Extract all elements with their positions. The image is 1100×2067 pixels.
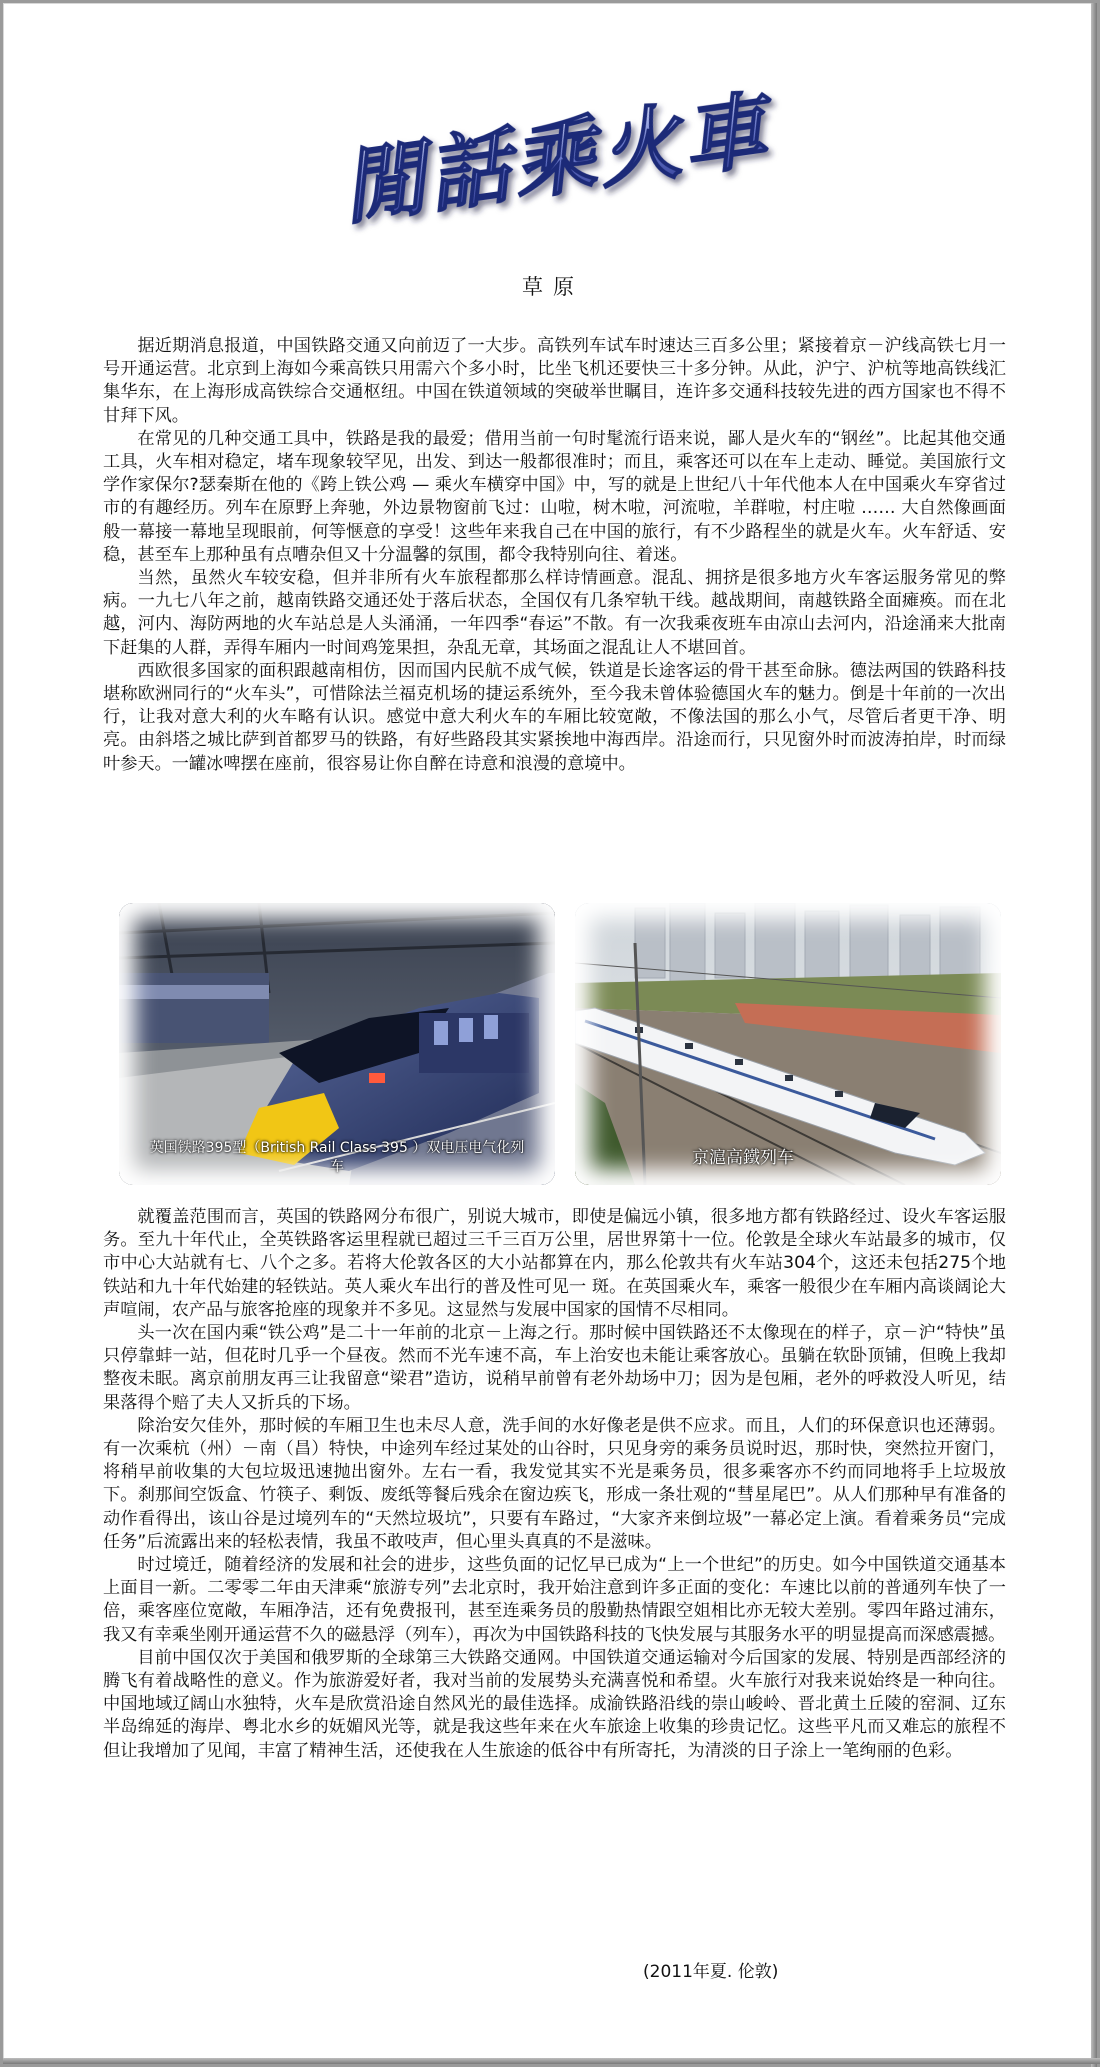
photo-caption: 京滬高鐵列车 [692,1148,794,1168]
page-frame-shadow-bottom [3,2058,1100,2064]
paragraph: 目前中国仅次于美国和俄罗斯的全球第三大铁路交通网。中国铁道交通运输对今后国家的发展、特别是西部经济的腾飞有着战略性的意义。作为旅游爱好者，我对当前的发展势头充满喜悦和希望。火车旅行对我来说始终是一种向往。中国地域辽阔山水独特，火车是欣赏沿途自然风光的最佳选择。成渝铁路沿线的崇山峻岭、晋北黄土丘陵的窑洞、辽东半岛绵延的海岸、粤北水乡的妩媚风光等，就是我这些年来在火车旅途上收集的珍贵记忆。这些平凡而又难忘的旅程不但让我增加了见闻，丰富了精神生活，还使我在人生旅途的低谷中有所寄托，为清淡的日子涂上一笔绚丽的色彩。 [103,1647,1006,1761]
paragraph: 据近期消息报道，中国铁路交通又向前迈了一大步。高铁列车试车时速达三百多公里；紧接着京－沪线高铁七月一号开通运营。北京到上海如今乘高铁只用需六个多小时，比坐飞机还要快三十多分钟。从此，沪宁、沪杭等地高铁线汇集华东，在上海形成高铁综合交通枢纽。中国在铁道领域的突破举世瞩目，连许多交通科技较先进的西方国家也不得不甘拜下风。 [103,336,1006,426]
paragraph: 头一次在国内乘“铁公鸡”是二十一年前的北京－上海之行。那时候中国铁路还不太像现在的样子，京－沪“特快”虽只停靠蚌一站，但花时几乎一个昼夜。然而不光车速不高，车上治安也未能让乘客放心。虽躺在软卧顶铺，但晚上我却整夜未眠。离京前朋友再三让我留意“梁君”造访，说稍早前曾有老外劫场中刀；因为是包厢，老外的呼救没人听见，结果落得个赔了夫人又折兵的下场。 [103,1323,1006,1413]
photo-british-rail-class-395 [119,903,555,1185]
paragraph: 在常见的几种交通工具中，铁路是我的最爱；借用当前一句时髦流行语来说，鄙人是火车的“钢丝”。比起其他交通工具，火车相对稳定，堵车现象较罕见，出发、到达一般都很准时；而且，乘客还可以在车上走动、睡觉。美国旅行文学作家保尔?瑟秦斯在他的《跨上铁公鸡 — 乘火车横穿中国》中，写的就是上世纪八十年代他本人在中国乘火车穿省过市的有趣经历。列车在原野上奔驰，外边景物窗前飞过：山啦，树木啦，河流啦，羊群啦，村庄啦 …… 大自然像画面般一幕接一幕地呈现眼前，何等惬意的享受！这些年来我自己在中国的旅行，有不少路程坐的就是火车。火车舒适、安稳，甚至车上那种虽有点嘈杂但又十分温馨的氛围，都令我特别向往、着迷。 [103,428,1006,565]
page-frame-shadow-right [1091,3,1097,2067]
signoff-date-place: (2011年夏. 伦敦) [643,1962,779,1982]
article-title [333,58,793,238]
author-name: 草原 [522,275,584,299]
paragraph: 除治安欠佳外，那时候的车厢卫生也未尽人意，洗手间的水好像老是供不应求。而且，人们的环保意识也还薄弱。有一次乘杭（州）－南（昌）特快，中途列车经过某处的山谷时，只见身旁的乘务员说时迟，那时快，突然拉开窗门，将稍早前收集的大包垃圾迅速抛出窗外。左右一看，我发觉其实不光是乘务员，很多乘客亦不约而同地将手上垃圾放下。刹那间空饭盒、竹筷子、剩饭、废纸等餐后残余在窗边疾飞，形成一条壮观的“彗星尾巴”。从人们那种早有准备的动作看得出，该山谷是过境列车的“天然垃圾坑”，只要有车路过，“大家齐来倒垃圾”一幕必定上演。看着乘务员“完成任务”后流露出来的轻松表情，我虽不敢吱声，但心里头真真的不是滋味。 [103,1415,1006,1552]
title-text: 閒話乘火車 [336,81,776,237]
title-graphic [333,58,793,238]
paragraph: 当然，虽然火车较安稳，但并非所有火车旅程都那么样诗情画意。混乱、拥挤是很多地方火车客运服务常见的弊病。一九七八年之前，越南铁路交通还处于落后状态，全国仅有几条窄轨干线。越战期间，南越铁路全面瘫痪。而在北越，河内、海防两地的火车站总是人头涌涌，一年四季“春运”不散。有一次我乘夜班车由凉山去河内，沿途涌来大批南下赶集的人群，弄得车厢内一时间鸡笼果担，杂乱无章，其场面之混乱让人不堪回首。 [103,568,1006,658]
article-body-part1 [103,335,1006,776]
paragraph: 西欧很多国家的面积跟越南相仿，因而国内民航不成气候，铁道是长途客运的骨干甚至命脉。德法两国的铁路科技堪称欧洲同行的“火车头”，可惜除法兰福克机场的捷运系统外，至今我未曾体验德国火车的魅力。倒是十年前的一次出行，让我对意大利的火车略有认识。感觉中意大利火车的车厢比较宽敞，不像法国的那么小气，尽管后者更干净、明亮。由斜塔之城比萨到首都罗马的铁路，有好些路段其实紧挨地中海西岸。沿途而行，只见窗外时而波涛拍岸，时而绿叶参天。一罐冰啤摆在座前，很容易让你自醉在诗意和浪漫的意境中。 [103,660,1006,774]
paragraph: 时过境迁，随着经济的发展和社会的进步，这些负面的记忆早已成为“上一个世纪”的历史。如今中国铁道交通基本上面目一新。二零零二年由天津乘“旅游专列”去北京时，我开始注意到许多正面的变化：车速比以前的普通列车快了一倍，乘客座位宽敞，车厢净洁，还有免费报刊，甚至连乘务员的殷勤热情跟空姐相比亦无较大差别。零四年路过浦东，我又有幸乘坐刚开通运营不久的磁悬浮（列车），再次为中国铁路科技的飞快发展与其服务水平的明显提高而深感震撼。 [103,1555,1006,1645]
photo-jinghu-high-speed-train [575,903,1001,1185]
article-body-part2 [103,1206,1006,1763]
paragraph: 就覆盖范围而言，英国的铁路网分布很广，别说大城市，即使是偏远小镇，很多地方都有铁路经过、设火车客运服务。至九十年代止，全英铁路客运里程就已超过三千三百万公里，居世界第十一位。伦敦是全球火车站最多的城市，仅市中心大站就有七、八个之多。若将大伦敦各区的大小站都算在内，那么伦敦共有火车站304个，这还未包括275个地铁站和九十年代始建的轻铁站。英人乘火车出行的普及性可见一 斑。在英国乘火车，乘客一般很少在车厢内高谈阔论大声喧闹，农产品与旅客抢座的现象并不多见。这显然与发展中国家的国情不尽相同。 [103,1207,1006,1320]
photo-caption: 英国铁路395型（British Rail Class 395 ）双电压电气化列车 [149,1140,525,1175]
